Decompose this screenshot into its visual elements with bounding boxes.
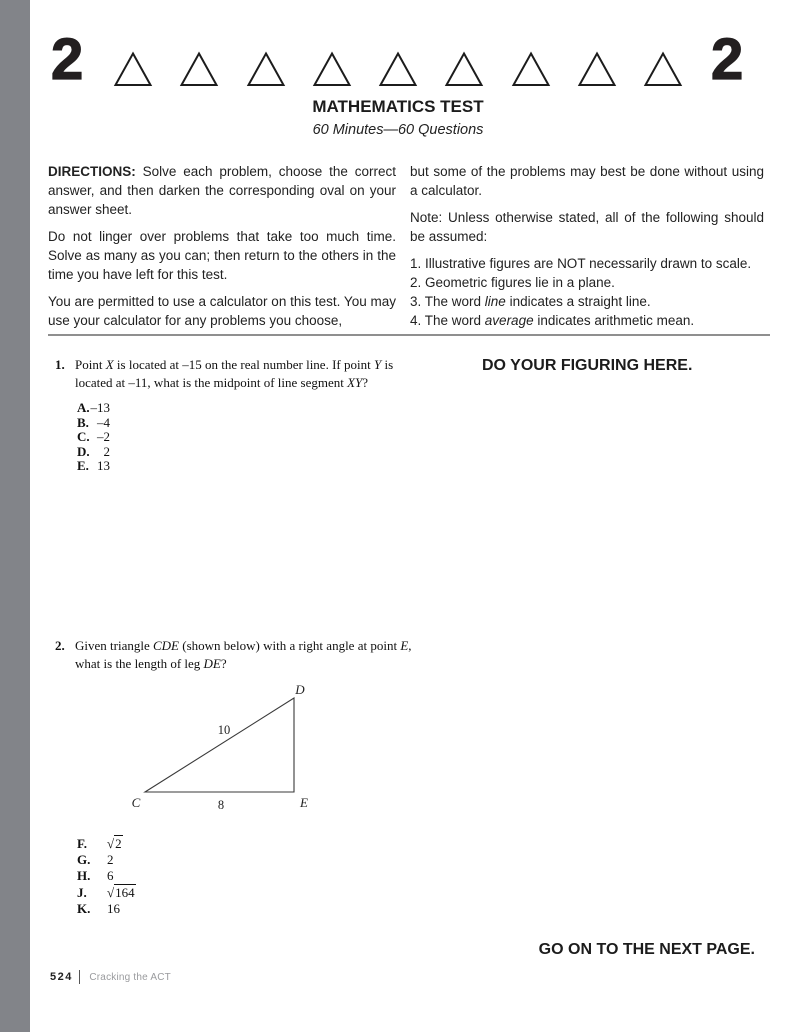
choice-value: –4 xyxy=(97,414,110,430)
vertex-label-e: E xyxy=(300,795,308,810)
choice-value: √164 xyxy=(107,884,135,900)
choice-row xyxy=(77,868,433,884)
figuring-here-label: DO YOUR FIGURING HERE. xyxy=(482,357,693,374)
choice-label: A. xyxy=(77,400,90,415)
text-segment: 2. Geometric figures lie in a plane. xyxy=(410,275,615,290)
test-subtitle: 60 Minutes—60 Questions xyxy=(312,122,484,138)
directions-assumption-list xyxy=(410,254,764,330)
choice-label: J. xyxy=(77,884,87,900)
directions xyxy=(48,162,764,338)
directions-paragraph xyxy=(410,254,764,273)
footer-divider xyxy=(79,970,81,984)
question-2 xyxy=(55,637,433,673)
choice-label: K. xyxy=(77,900,91,916)
choice-label: C. xyxy=(77,429,90,445)
choice-value: 2 xyxy=(103,443,110,459)
choice-row xyxy=(77,445,433,460)
choice-value: 13 xyxy=(97,458,110,474)
text-segment: 3. The word xyxy=(410,294,485,309)
triangle-icon xyxy=(246,51,286,88)
choice-label: D. xyxy=(77,443,90,459)
text-segment: ? xyxy=(362,375,369,390)
text-segment: CDE xyxy=(152,638,179,653)
text-segment: is located at –11, what is the midpoint of line segment xyxy=(75,357,394,390)
triangle-icon xyxy=(444,51,484,88)
question-number: 2. xyxy=(55,638,65,653)
sqrt-sign: √ xyxy=(107,884,115,900)
triangle-icon xyxy=(113,51,153,88)
text-segment: Solve each problem, choose the correct answer, and then darken the corresponding oval on your answer sheet. xyxy=(48,164,396,217)
directions-paragraph xyxy=(48,227,396,284)
section-number-right: 2 xyxy=(711,27,744,92)
triangle-row xyxy=(113,50,683,88)
section-number-left: 2 xyxy=(51,27,84,92)
triangle-icon xyxy=(577,51,617,88)
text-segment: DIRECTIONS: xyxy=(48,164,143,179)
text-segment: X xyxy=(105,357,114,372)
text-segment: , what is the length of leg xyxy=(75,638,412,671)
text-segment: You are permitted to use a calculator on this test. You may use your calculator for any problems you choose, xyxy=(48,294,396,328)
question-number: 1. xyxy=(55,357,65,372)
choice-value: 6 xyxy=(107,868,114,884)
triangle-icon xyxy=(643,51,683,88)
text-segment: 4. The word xyxy=(410,313,485,328)
question-1 xyxy=(55,356,433,474)
choice-value: –13 xyxy=(90,400,110,415)
text-segment: indicates a straight line. xyxy=(505,294,651,309)
choice-row xyxy=(77,901,433,917)
directions-paragraph xyxy=(410,292,764,311)
text-segment: ? xyxy=(220,656,227,671)
directions-paragraph xyxy=(48,292,396,330)
text-segment: 1. Illustrative figures are NOT necessarily drawn to scale. xyxy=(410,256,752,271)
directions-right-paragraphs xyxy=(410,162,764,246)
triangle-shape xyxy=(145,698,294,792)
choice-row xyxy=(77,459,433,474)
directions-right-column xyxy=(410,162,764,338)
choices-list xyxy=(55,836,433,917)
text-segment: Do not linger over problems that take too much time. Solve as many as you can; then return to the others in the time you have left for this test. xyxy=(48,229,396,282)
choice-value: 2 xyxy=(107,852,114,868)
directions-left-column xyxy=(48,162,396,338)
question-2-choices xyxy=(55,836,433,917)
directions-paragraph xyxy=(410,273,764,292)
text-segment: Y xyxy=(373,357,382,372)
choice-row xyxy=(77,836,433,852)
question-text xyxy=(75,637,433,673)
choice-label: H. xyxy=(77,868,91,884)
text-segment: average xyxy=(484,313,534,328)
triangle-icon xyxy=(511,51,551,88)
text-segment: (shown below) with a right angle at point xyxy=(178,638,401,653)
choice-row xyxy=(77,401,433,416)
text-segment: indicates arithmetic mean. xyxy=(533,313,695,328)
triangle-icon xyxy=(179,51,219,88)
side-label-hypotenuse: 10 xyxy=(217,723,231,737)
go-on-label: GO ON TO THE NEXT PAGE. xyxy=(538,941,755,958)
text-segment: XY xyxy=(347,375,363,390)
vertex-label-c: C xyxy=(131,795,141,810)
choice-label: F. xyxy=(77,836,87,851)
triangle-icon xyxy=(378,51,418,88)
choice-row xyxy=(77,852,433,868)
choice-value: 16 xyxy=(107,900,120,916)
side-label-base: 8 xyxy=(217,798,225,812)
vertex-label-d: D xyxy=(295,682,305,697)
question-text xyxy=(75,356,433,392)
divider-rule xyxy=(48,334,770,336)
page-number: 524 xyxy=(50,971,73,983)
directions-paragraph xyxy=(410,162,764,200)
choice-label: G. xyxy=(77,852,91,868)
page-footer xyxy=(50,970,171,984)
text-segment: Point xyxy=(75,357,106,372)
text-segment: DE xyxy=(203,656,221,671)
choice-value: –2 xyxy=(97,429,110,445)
text-segment: E xyxy=(400,638,409,653)
text-segment: is located at –15 on the real number line. If point xyxy=(113,357,374,372)
choice-label: B. xyxy=(77,414,89,430)
choice-row xyxy=(77,885,433,901)
choice-value: √2 xyxy=(107,836,122,851)
text-segment: Note: Unless otherwise stated, all of the following should be assumed: xyxy=(410,210,764,244)
page-edge-bar xyxy=(0,0,30,1032)
directions-paragraph xyxy=(48,162,396,219)
directions-paragraph xyxy=(410,311,764,330)
choice-row xyxy=(77,430,433,445)
book-title: Cracking the ACT xyxy=(89,971,171,983)
text-segment: but some of the problems may best be done without using a calculator. xyxy=(410,164,764,198)
directions-paragraph xyxy=(410,208,764,246)
triangle-icon xyxy=(312,51,352,88)
sqrt-sign: √ xyxy=(107,836,115,851)
choice-label: E. xyxy=(77,458,89,474)
test-title: MATHEMATICS TEST xyxy=(312,97,484,116)
text-segment: line xyxy=(484,294,506,309)
triangle-figure xyxy=(128,678,323,816)
choices-list xyxy=(55,401,433,474)
choice-row xyxy=(77,416,433,431)
text-segment: Given triangle xyxy=(75,638,153,653)
